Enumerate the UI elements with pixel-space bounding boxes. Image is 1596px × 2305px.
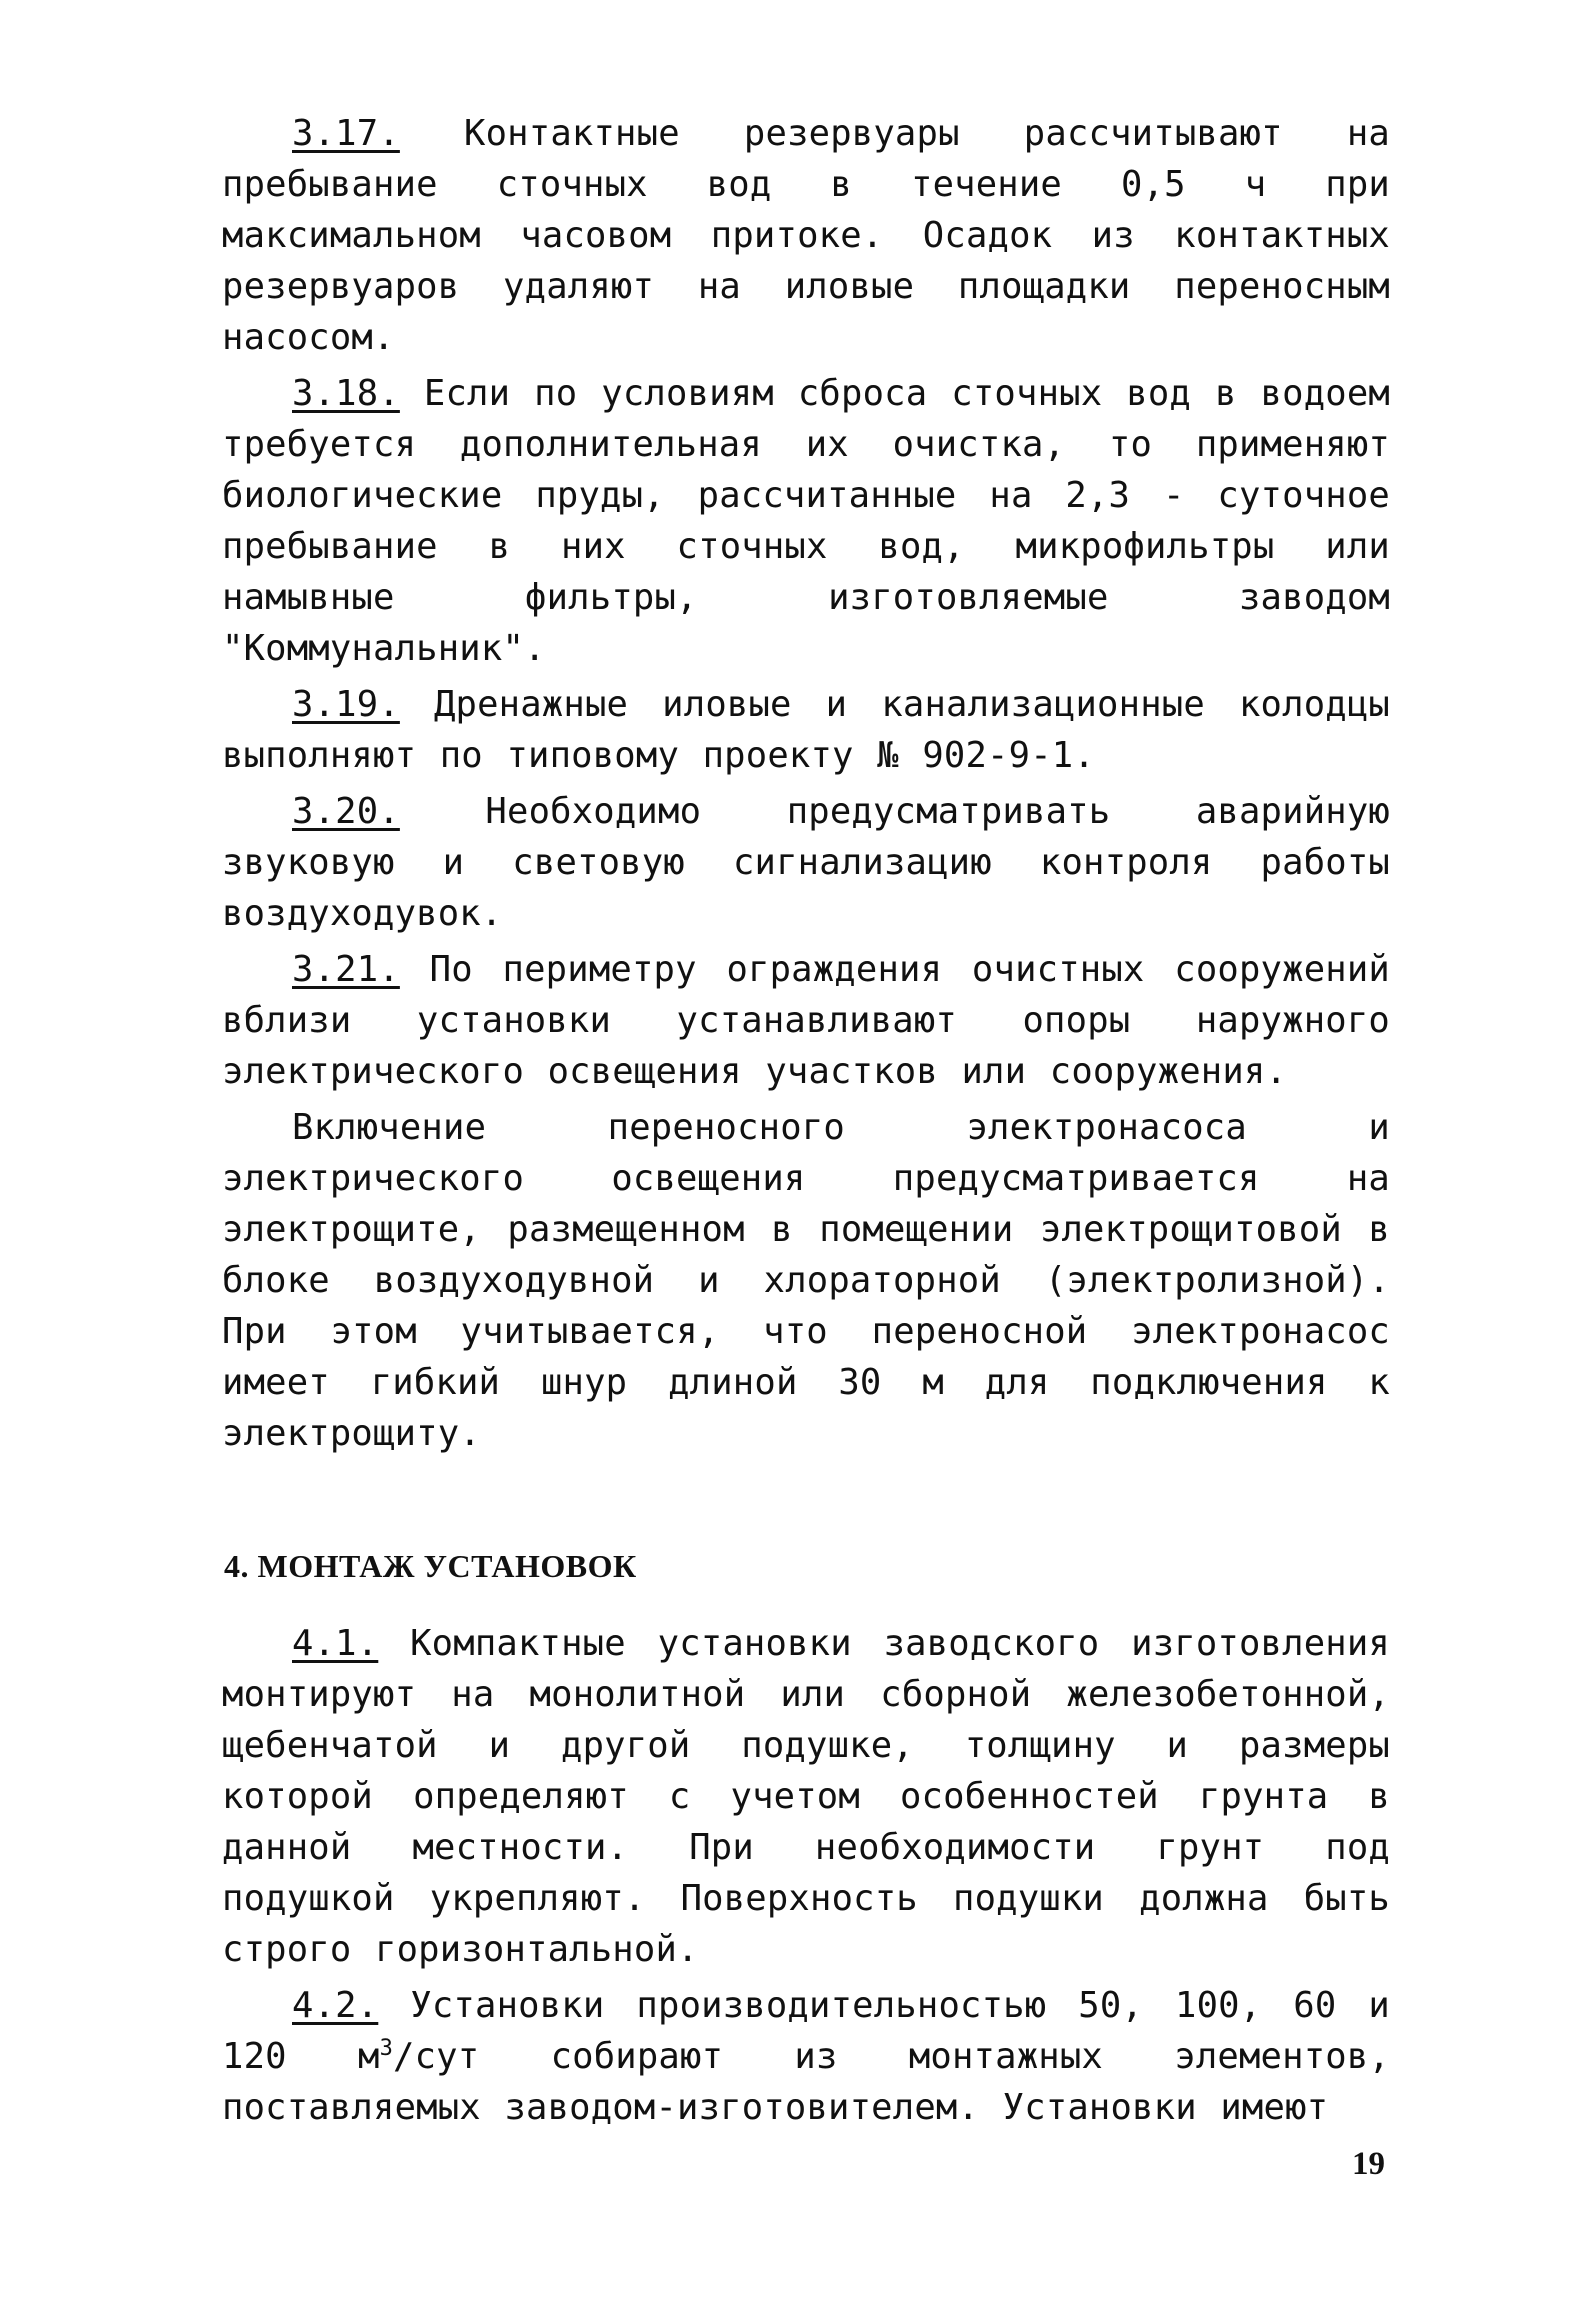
- paragraph-4-2: [222, 1980, 1390, 2133]
- paragraph-text: Необходимо предусматривать аварийную звуковую и световую сигнализацию контроля работы воздуходувок.: [222, 791, 1390, 934]
- paragraph-4-1: [222, 1618, 1390, 1975]
- paragraph-text: По периметру ограждения очистных сооружений вблизи установки устанавливают опоры наружного электрического освещения участков или сооружения.: [222, 949, 1390, 1092]
- paragraph-text: Компактные установки заводского изготовления монтируют на монолитной или сборной железобетонной, щебенчатой и другой подушке, толщину и размеры которой определяют с учетом особенностей грунта в данной местности. При необходимости грунт под подушкой укрепляют. Поверхность подушки должна быть строго горизонтальной.: [222, 1623, 1390, 1970]
- paragraph-3-20: [222, 786, 1390, 939]
- paragraph-text: /сут собирают из монтажных элементов, поставляемых заводом-изготовителем. Установки имеют: [222, 2036, 1390, 2128]
- clause-number: 3.17.: [292, 113, 400, 154]
- clause-number: 3.20.: [292, 791, 400, 832]
- paragraph-3-21-continuation: Включение переносного электронасоса и электрического освещения предусматривается на электрощите, размещенном в помещении электрощитовой в блоке воздуходувной и хлораторной (электролизной). При этом учитывается, что переносной электронасос имеет гибкий шнур длиной 30 м для подключения к электрощиту.: [222, 1107, 1390, 1454]
- paragraph-text: Установки производительностью 50, 100, 60 и 120 м: [222, 1985, 1390, 2077]
- paragraph-3-21: [222, 944, 1390, 1097]
- clause-number: 3.19.: [292, 684, 400, 725]
- paragraph-3-17: [222, 108, 1390, 363]
- clause-number: 3.18.: [292, 373, 400, 414]
- clause-number: 4.1.: [292, 1623, 379, 1664]
- paragraph-3-19: [222, 679, 1390, 781]
- page-number: 19: [1352, 2146, 1385, 2182]
- clause-number: 4.2.: [292, 1985, 379, 2026]
- section-4-heading: 4. МОНТАЖ УСТАНОВОК: [224, 1548, 637, 1584]
- paragraph-text: Если по условиям сброса сточных вод в водоем требуется дополнительная их очистка, то применяют биологические пруды, рассчитанные на 2,3 - суточное пребывание в них сточных вод, микрофильтры или намывные фильтры, изготовляемые заводом "Коммунальник".: [222, 373, 1390, 669]
- paragraph-text: Контактные резервуары рассчитывают на пребывание сточных вод в течение 0,5 ч при максимальном часовом притоке. Осадок из контактных резервуаров удаляют на иловые площадки переносным насосом.: [222, 113, 1390, 358]
- clause-number: 3.21.: [292, 949, 400, 990]
- cubic-superscript: 3: [379, 2036, 394, 2062]
- paragraph-text: Дренажные иловые и канализационные колодцы выполняют по типовому проекту № 902-9-1.: [222, 684, 1390, 776]
- section-4-text: [222, 1618, 1390, 2138]
- section-3-text: [222, 108, 1390, 1464]
- paragraph-3-18: [222, 368, 1390, 674]
